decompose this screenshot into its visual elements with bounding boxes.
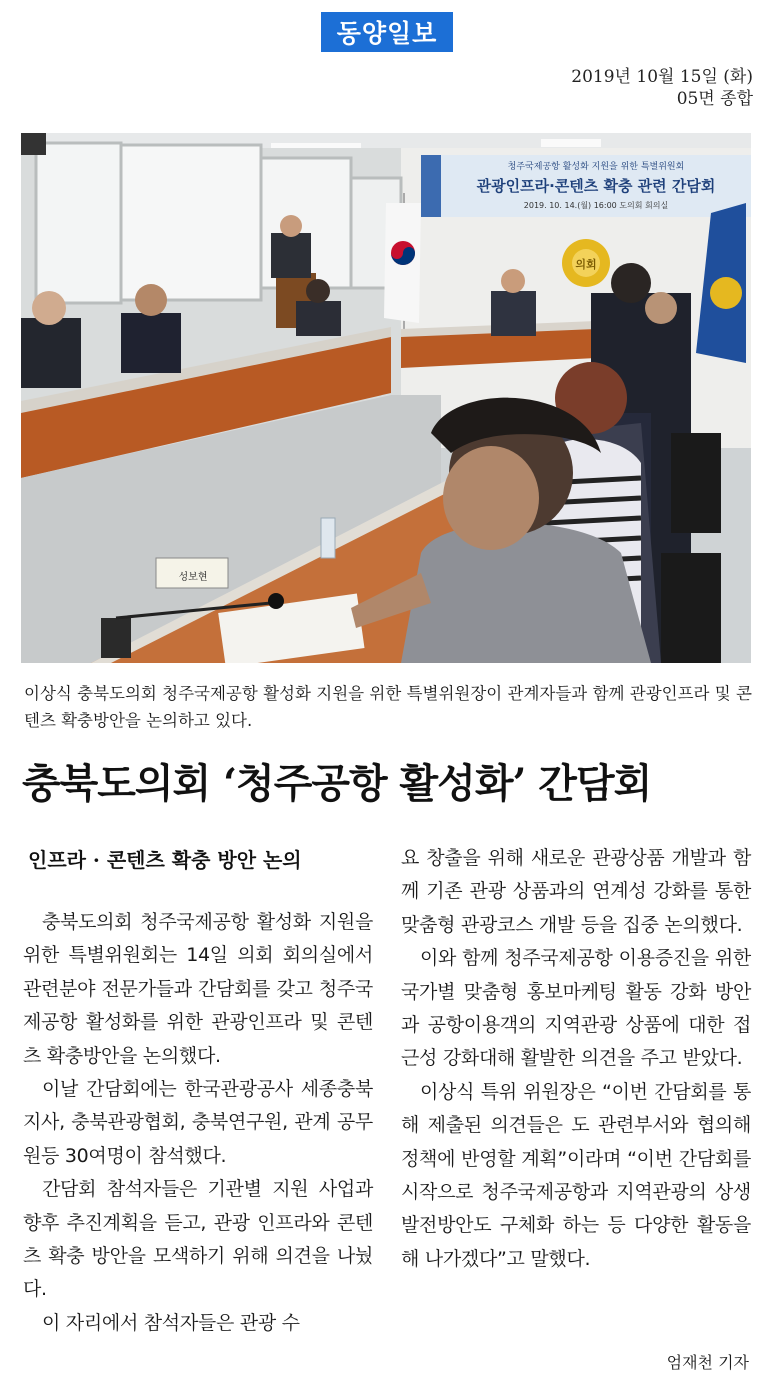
article-paragraph: 간담회 참석자들은 기관별 지원 사업과 향후 추진계획을 듣고, 관광 인프라와 콘텐츠 확충 방안을 모색하기 위해 의견을 나눴다. xyxy=(23,1178,373,1301)
microphone-icon xyxy=(101,618,131,658)
banner-subtitle: 청주국제공항 활성화 지원을 위한 특별위원회 xyxy=(507,162,685,172)
article-paragraph: 요 창출을 위해 새로운 관광상품 개발과 함께 기존 관광 상품과의 연계성 강화를 통한 맞춤형 관광코스 개발 등을 집중 논의했다. xyxy=(401,847,751,936)
meeting-photo xyxy=(21,133,751,663)
article-column-left xyxy=(23,842,373,1340)
article-subheadline: 인프라 · 콘텐츠 확충 방안 논의 xyxy=(28,848,302,872)
dateline xyxy=(571,66,753,110)
publish-date: 2019년 10월 15일 (화) xyxy=(571,67,753,87)
banner-title: 관광인프라·콘텐츠 확충 관련 간담회 xyxy=(476,177,716,195)
emblem-label: 의회 xyxy=(575,258,597,271)
meeting-illustration xyxy=(21,133,751,663)
banner-info: 2019. 10. 14.(월) 16:00 도의회 회의실 xyxy=(523,201,669,210)
article-paragraph: 이와 함께 청주국제공항 이용증진을 위한 국가별 맞춤형 홍보마케팅 활동 강화 방안과 공항이용객의 지역관광 상품에 대한 접근성 강화대해 활발한 의견을 주고 받았다. xyxy=(401,947,751,1070)
reporter-byline: 엄재천 기자 xyxy=(666,1353,749,1372)
article-column-right xyxy=(401,842,751,1276)
article-paragraph: 이 자리에서 참석자들은 관광 수 xyxy=(42,1311,300,1334)
photo-caption: 이상식 충북도의회 청주국제공항 활성화 지원을 위한 특별위원장이 관계자들과 함께 관광인프라 및 콘텐츠 확충방안을 논의하고 있다. xyxy=(24,684,752,730)
article-paragraph: 이상식 특위 위원장은 “이번 간담회를 통해 제출된 의견들은 도 관련부서와 협의해 정책에 반영할 계획”이라며 “이번 간담회를 시작으로 청주국제공항과 지역관광의 상생 발전방안도 구체화 하는 등 다양한 활동을 해 나가겠다”고 말했다. xyxy=(401,1080,751,1270)
newspaper-masthead: 동양일보 xyxy=(321,12,453,52)
nameplate-text: 성보현 xyxy=(178,572,208,583)
article-headline: 충북도의회 ‘청주공항 활성화’ 간담회 xyxy=(22,760,652,807)
article-paragraph: 충북도의회 청주국제공항 활성화 지원을 위한 특별위원회는 14일 의회 회의실에서 관련분야 전문가들과 간담회를 갖고 청주국제공항 활성화를 위한 관광인프라 및 콘텐츠 확충방안을 논의했다. xyxy=(23,911,373,1067)
page-section: 05면 종합 xyxy=(676,89,753,109)
article-paragraph: 이날 간담회에는 한국관광공사 세종충북지사, 충북관광협회, 충북연구원, 관계 공무원등 30여명이 참석했다. xyxy=(23,1078,373,1167)
